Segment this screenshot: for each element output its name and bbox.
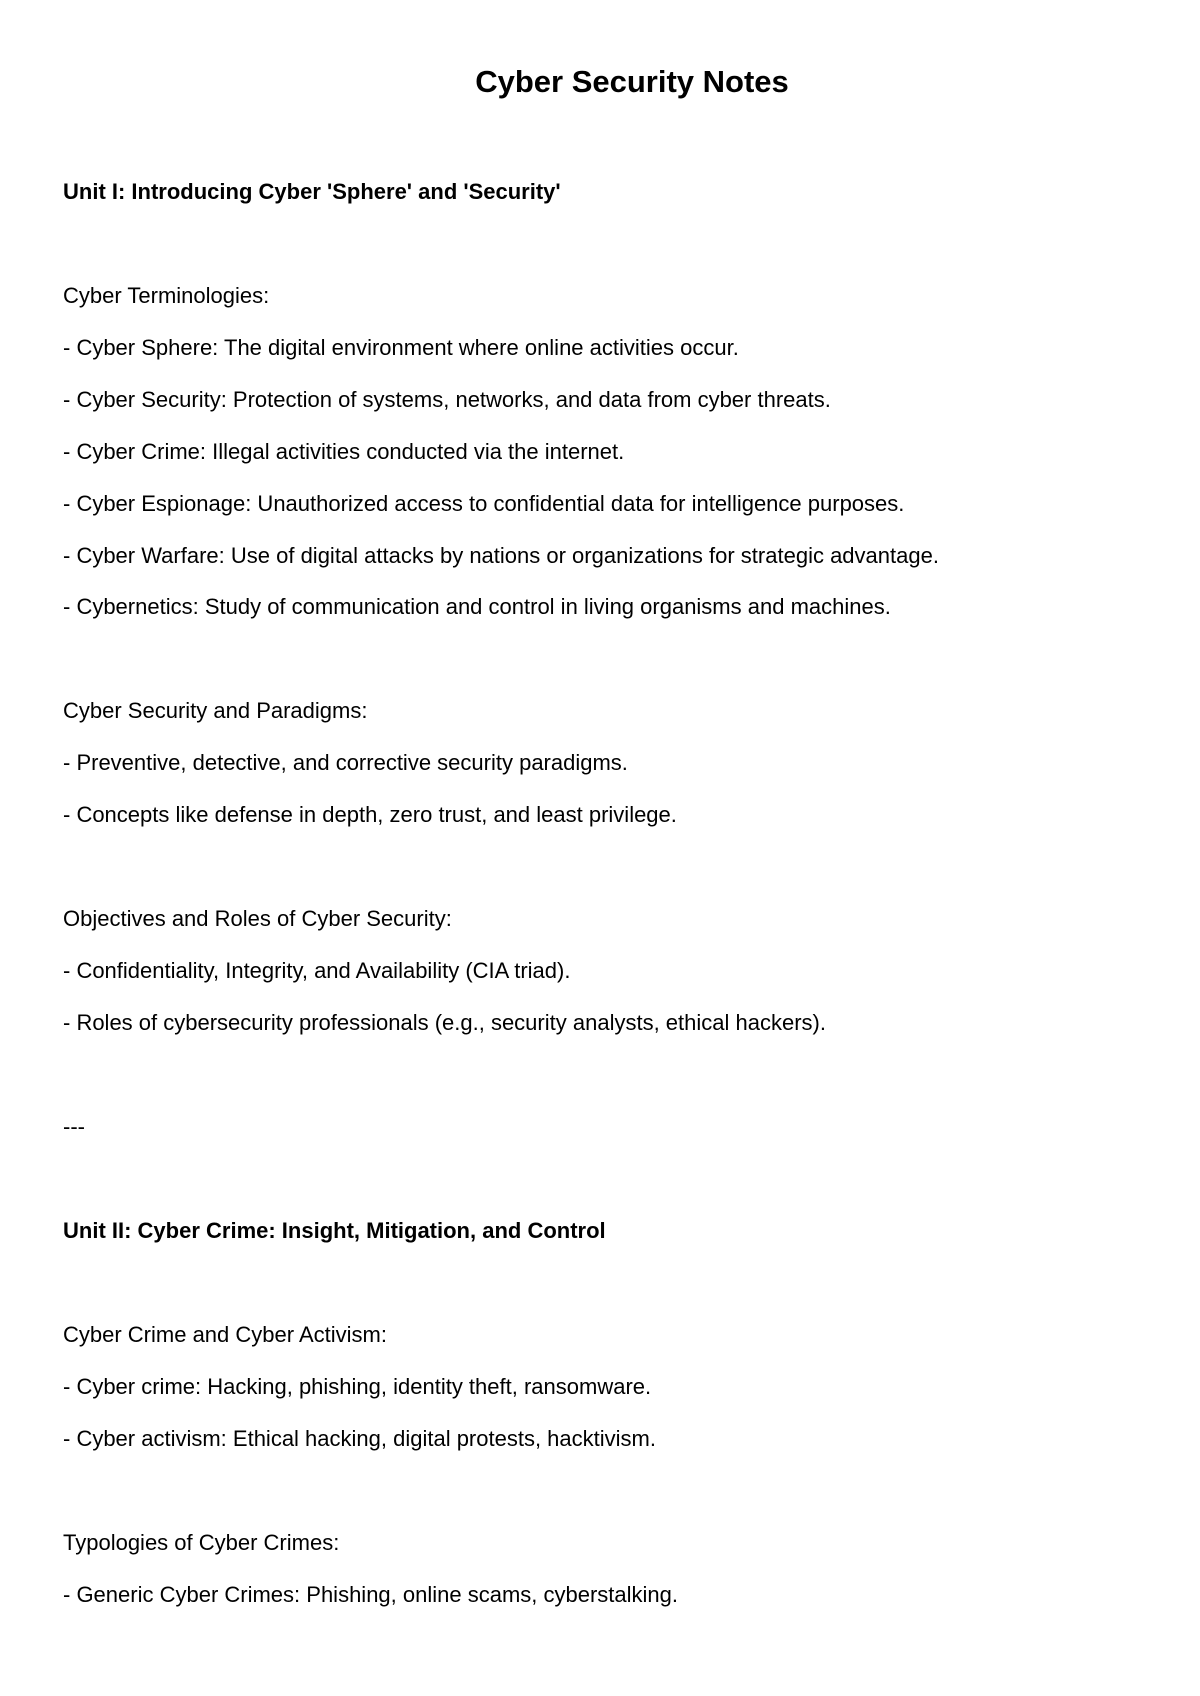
list-item: - Cyber Warfare: Use of digital attacks by nations or organizations for strategic advantage. [63,543,939,568]
section-label-typologies: Typologies of Cyber Crimes: [63,1530,340,1555]
list-item: - Generic Cyber Crimes: Phishing, online scams, cyberstalking. [63,1582,679,1607]
list-item: - Cyber crime: Hacking, phishing, identity theft, ransomware. [63,1374,652,1399]
list-item: - Cyber Espionage: Unauthorized access to confidential data for intelligence purposes. [63,491,905,516]
list-item: - Roles of cybersecurity professionals (e.g., security analysts, ethical hackers). [63,1010,826,1035]
list-item: - Cyber Security: Protection of systems, networks, and data from cyber threats. [63,387,831,412]
document-title: Cyber Security Notes [475,64,789,99]
section-label-activism: Cyber Crime and Cyber Activism: [63,1322,387,1347]
list-item: - Cyber Sphere: The digital environment where online activities occur. [63,335,739,360]
section-label-objectives: Objectives and Roles of Cyber Security: [63,906,452,931]
unit-1-heading: Unit I: Introducing Cyber 'Sphere' and 'Security' [63,179,561,204]
list-item: - Confidentiality, Integrity, and Availability (CIA triad). [63,958,571,983]
section-label-paradigms: Cyber Security and Paradigms: [63,698,368,723]
list-item: - Cyber activism: Ethical hacking, digital protests, hacktivism. [63,1426,656,1451]
section-separator: --- [63,1114,85,1139]
list-item: - Preventive, detective, and corrective security paradigms. [63,750,628,775]
section-label-terminologies: Cyber Terminologies: [63,283,270,308]
list-item: - Cyber Crime: Illegal activities conducted via the internet. [63,439,625,464]
unit-2-heading: Unit II: Cyber Crime: Insight, Mitigation, and Control [63,1218,606,1243]
list-item: - Concepts like defense in depth, zero trust, and least privilege. [63,802,677,827]
list-item: - Cybernetics: Study of communication and control in living organisms and machines. [63,594,891,619]
